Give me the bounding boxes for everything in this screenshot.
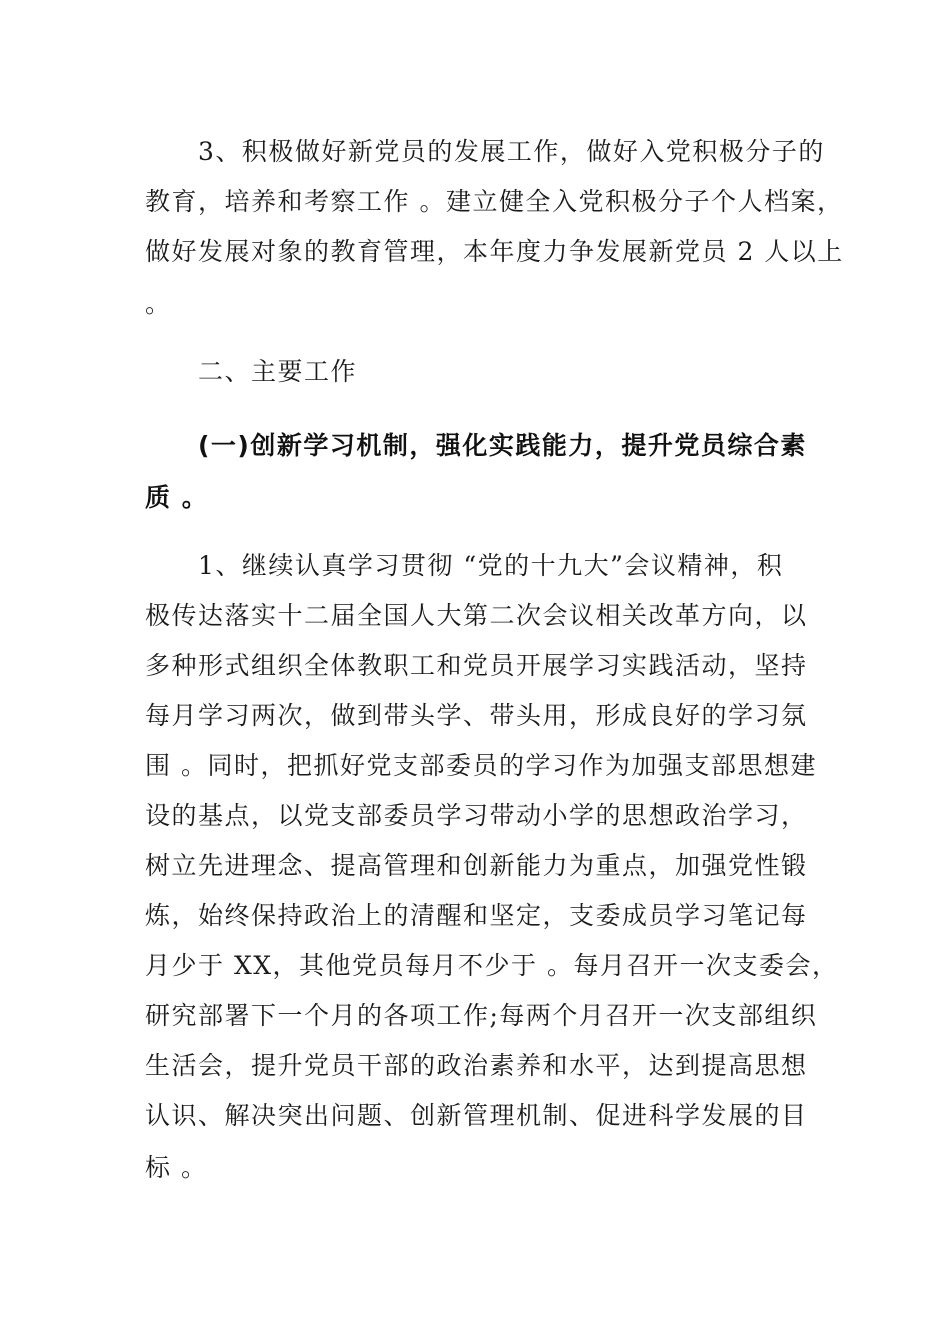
paragraph-1-line-11: 生活会，提升党员干部的政治素养和水平，达到提高思想 — [145, 1051, 808, 1080]
subheading-line-2: 质 。 — [145, 483, 209, 512]
paragraph-1-line-6: 设的基点，以党支部委员学习带动小学的思想政治学习， — [145, 801, 808, 830]
paragraph-1-line-2: 极传达落实十二届全国人大第二次会议相关改革方向，以 — [145, 601, 808, 630]
paragraph-1-line-3: 多种形式组织全体教职工和党员开展学习实践活动，坚持 — [145, 651, 808, 680]
section-heading: 二、主要工作 — [198, 357, 358, 386]
subheading-line-1: (一)创新学习机制，强化实践能力，提升党员综合素 — [198, 431, 807, 460]
paragraph-1-line-12: 认识、解决突出问题、创新管理机制、促进科学发展的目 — [145, 1101, 808, 1130]
paragraph-1-line-8: 炼，始终保持政治上的清醒和坚定，支委成员学习笔记每 — [145, 901, 808, 930]
paragraph-1-line-4: 每月学习两次，做到带头学、带头用，形成良好的学习氛 — [145, 701, 808, 730]
paragraph-1-line-10: 研究部署下一个月的各项工作;每两个月召开一次支部组织 — [145, 1001, 818, 1030]
paragraph-3-line-1: 3、积极做好新党员的发展工作，做好入党积极分子的 — [198, 137, 825, 166]
paragraph-3-line-3: 做好发展对象的教育管理，本年度力争发展新党员 2 人以上 — [145, 237, 844, 266]
paragraph-3-line-2: 教育，培养和考察工作 。建立健全入党积极分子个人档案， — [145, 187, 844, 216]
paragraph-1-line-13: 标 。 — [145, 1153, 208, 1182]
paragraph-1-line-5: 围 。同时，把抓好党支部委员的学习作为加强支部思想建 — [145, 751, 817, 780]
paragraph-1-line-1: 1、继续认真学习贯彻 “党的十九大”会议精神，积 — [198, 551, 784, 580]
paragraph-3-line-4: 。 — [145, 289, 172, 318]
paragraph-1-line-9: 月少于 XX，其他党员每月不少于 。每月召开一次支委会， — [145, 951, 839, 980]
paragraph-1-line-7: 树立先进理念、提高管理和创新能力为重点，加强党性锻 — [145, 851, 808, 880]
